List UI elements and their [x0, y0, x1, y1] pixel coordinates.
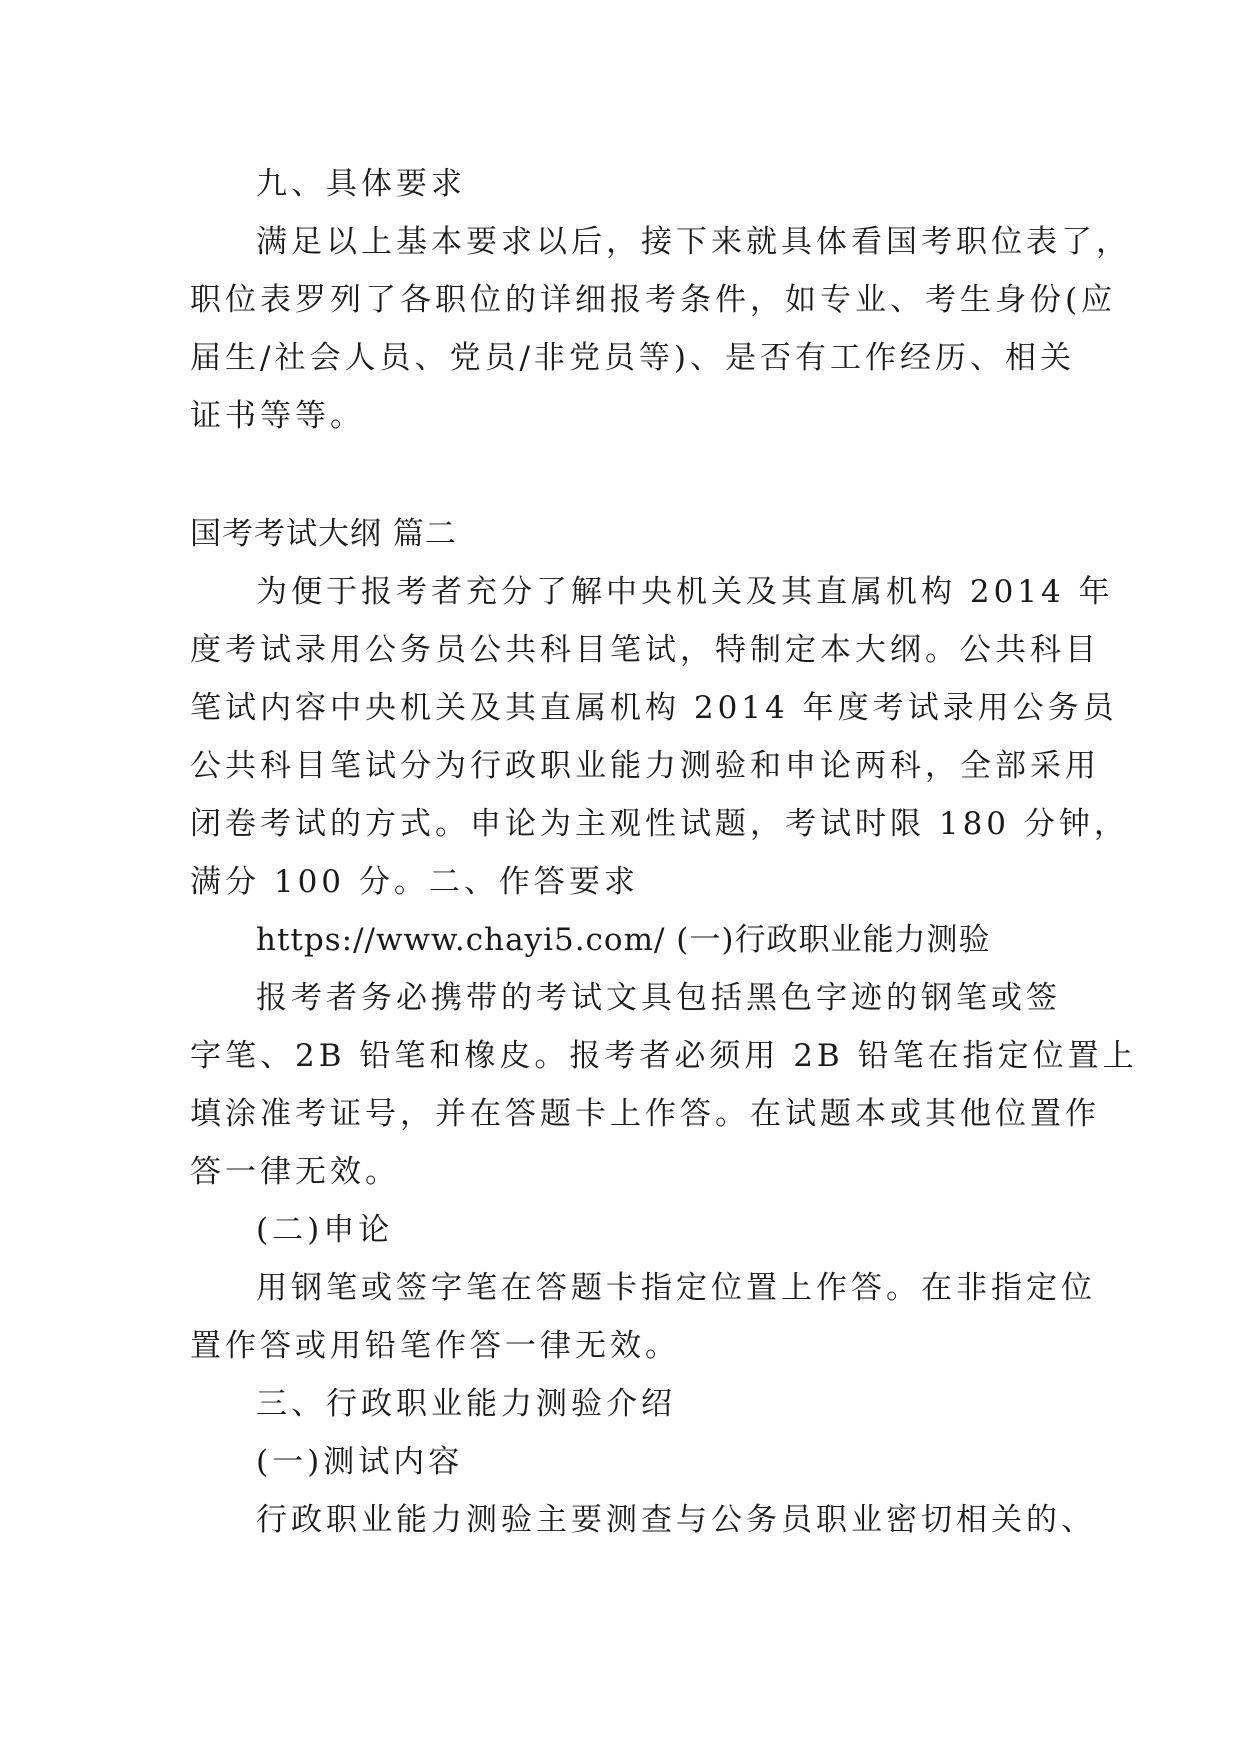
paragraph-line: 为便于报考者充分了解中央机关及其直属机构 2014 年	[256, 574, 1114, 610]
paragraph-line: 满足以上基本要求以后，接下来就具体看国考职位表了，	[256, 224, 1131, 260]
subsection-heading: (二)申论	[256, 1212, 394, 1248]
paragraph-line: 笔试内容中央机关及其直属机构 2014 年度考试录用公务员	[190, 690, 1118, 726]
paragraph-line: 行政职业能力测验主要测查与公务员职业密切相关的、	[256, 1502, 1096, 1538]
paragraph-line: 答一律无效。	[190, 1154, 400, 1190]
paragraph-line: 报考者务必携带的考试文具包括黑色字迹的钢笔或签	[256, 980, 1061, 1016]
paragraph-line: 度考试录用公务员公共科目笔试，特制定本大纲。公共科目	[190, 632, 1100, 668]
paragraph-line: 字笔、2B 铅笔和橡皮。报考者必须用 2B 铅笔在指定位置上	[190, 1038, 1138, 1074]
paragraph-line: 公共科目笔试分为行政职业能力测验和申论两科，全部采用	[190, 748, 1100, 784]
paragraph-line: 届生/社会人员、党员/非党员等)、是否有工作经历、相关	[190, 340, 1075, 376]
paragraph-line: 闭卷考试的方式。申论为主观性试题，考试时限 180 分钟，	[190, 806, 1129, 842]
section-heading-9: 九、具体要求	[256, 166, 466, 202]
url-line: https://www.chayi5.com/ (一)行政职业能力测验	[256, 922, 991, 958]
paragraph-line: 置作答或用铅笔作答一律无效。	[190, 1328, 680, 1364]
paragraph-line: 满分 100 分。二、作答要求	[190, 864, 639, 900]
paragraph-line: 填涂准考证号，并在答题卡上作答。在试题本或其他位置作	[190, 1096, 1100, 1132]
paragraph-line: 职位表罗列了各职位的详细报考条件，如专业、考生身份(应	[190, 282, 1117, 318]
paragraph-line: 用钢笔或签字笔在答题卡指定位置上作答。在非指定位	[256, 1270, 1096, 1306]
article-heading: 国考考试大纲 篇二	[190, 516, 457, 552]
subsection-heading: (一)测试内容	[256, 1444, 464, 1480]
section-heading-3: 三、行政职业能力测验介绍	[256, 1386, 676, 1422]
paragraph-line: 证书等等。	[190, 398, 365, 434]
